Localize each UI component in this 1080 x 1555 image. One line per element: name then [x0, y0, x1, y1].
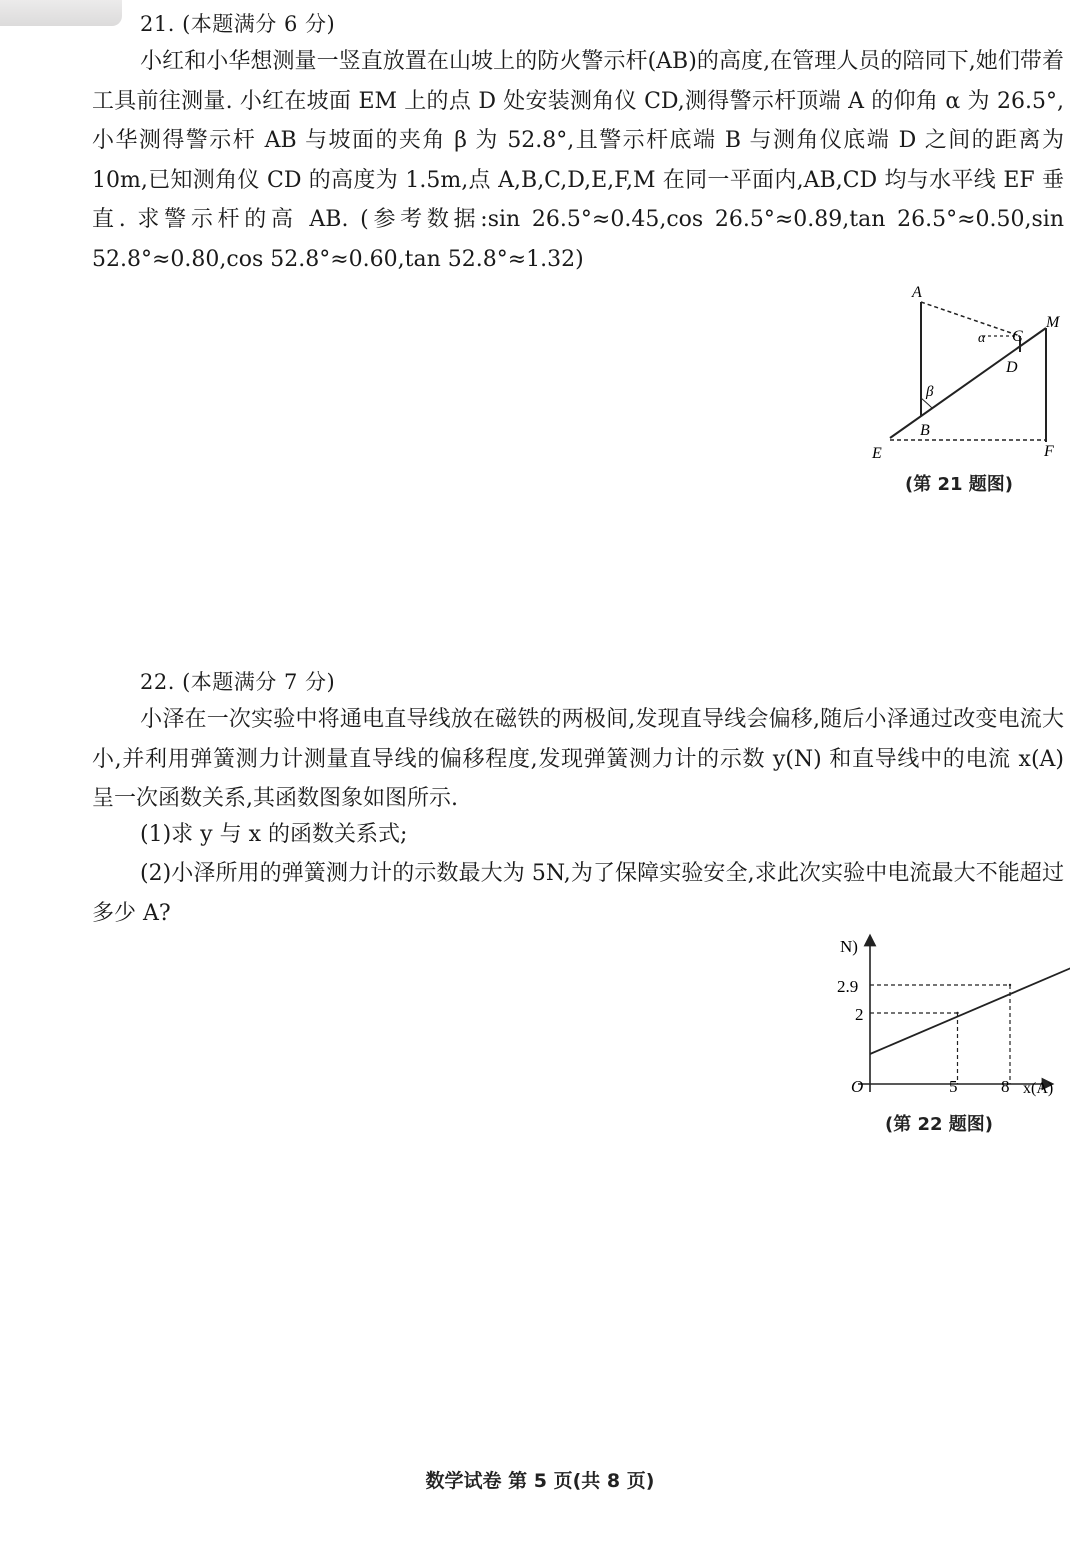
- guide-lines: [870, 984, 1011, 1084]
- q22-chart: [830, 930, 1070, 1105]
- q22-title: 22. (本题满分 7 分): [140, 670, 336, 694]
- q22-part2: [92, 854, 1064, 933]
- label-alpha: α: [978, 331, 986, 346]
- q21-figure: [860, 280, 1070, 470]
- label-b: B: [920, 422, 930, 439]
- x-tick-5: 5: [949, 1077, 958, 1096]
- sight-line: [921, 302, 1020, 336]
- q22-caption: (第 22 题图): [885, 1114, 994, 1135]
- q22-body: [92, 700, 1064, 819]
- data-point: [1009, 984, 1011, 986]
- y-tick-high: 2.9: [837, 977, 859, 996]
- label-d: D: [1006, 359, 1018, 376]
- q21-title: 21. (本题满分 6 分): [140, 12, 336, 36]
- corner-tab: [0, 0, 122, 26]
- q22-part1: (1)求 y 与 x 的函数关系式;: [140, 822, 408, 847]
- function-line: [870, 968, 1070, 1054]
- x-tick-8: 8: [1001, 1077, 1010, 1096]
- origin-label: O: [851, 1077, 864, 1096]
- data-point: [956, 1012, 958, 1014]
- q21-body-text: 小红和小华想测量一竖直放置在山坡上的防火警示杆(AB)的高度,在管理人员的陪同下,她们带着工具前往测量. 小红在坡面 EM 上的点 D 处安装测角仪 CD,测得警示杆顶端 A 的仰角 α 为 26.5°,小华测得警示杆 AB 与坡面的夹角 β 为 52.8°,且警示杆底端 B 与测角仪底端 D 之间的距离为 10m,已知测角仪 CD 的高度为 1.5m,点 A,B,C,D,E,F,M 在同一平面内,AB,CD 均与水平线 EF 垂直. 求警示杆的高 AB. (参考数据:sin 26.5°≈0.45,cos 26.5°≈0.89,tan 26.5°≈0.50,sin 52.8°≈0.80,cos 52.8°≈0.60,tan 52.8°≈1.32): [92, 49, 1064, 272]
- label-c: C: [1012, 328, 1023, 345]
- y-axis-label: N): [840, 937, 858, 956]
- q21-caption: (第 21 题图): [905, 474, 1014, 495]
- label-m: M: [1046, 314, 1060, 331]
- series-line: [870, 968, 1070, 1054]
- label-a: A: [912, 284, 922, 301]
- page-footer: 数学试卷 第 5 页(共 8 页): [425, 1470, 655, 1492]
- q22-body-text: 小泽在一次实验中将通电直导线放在磁铁的两极间,发现直导线会偏移,随后小泽通过改变电流大小,并利用弹簧测力计测量直导线的偏移程度,发现弹簧测力计的示数 y(N) 和直导线中的电流 x(A) 呈一次函数关系,其函数图象如图所示.: [92, 707, 1064, 811]
- y-tick-low: 2: [855, 1005, 864, 1024]
- label-f: F: [1044, 443, 1054, 460]
- label-e: E: [872, 445, 882, 462]
- label-beta: β: [926, 384, 934, 400]
- x-axis-label: x(A): [1023, 1080, 1054, 1097]
- q22-part2-text: (2)小泽所用的弹簧测力计的示数最大为 5N,为了保障实验安全,求此次实验中电流最大不能超过多少 A?: [92, 861, 1064, 926]
- q21-body: [92, 42, 1064, 279]
